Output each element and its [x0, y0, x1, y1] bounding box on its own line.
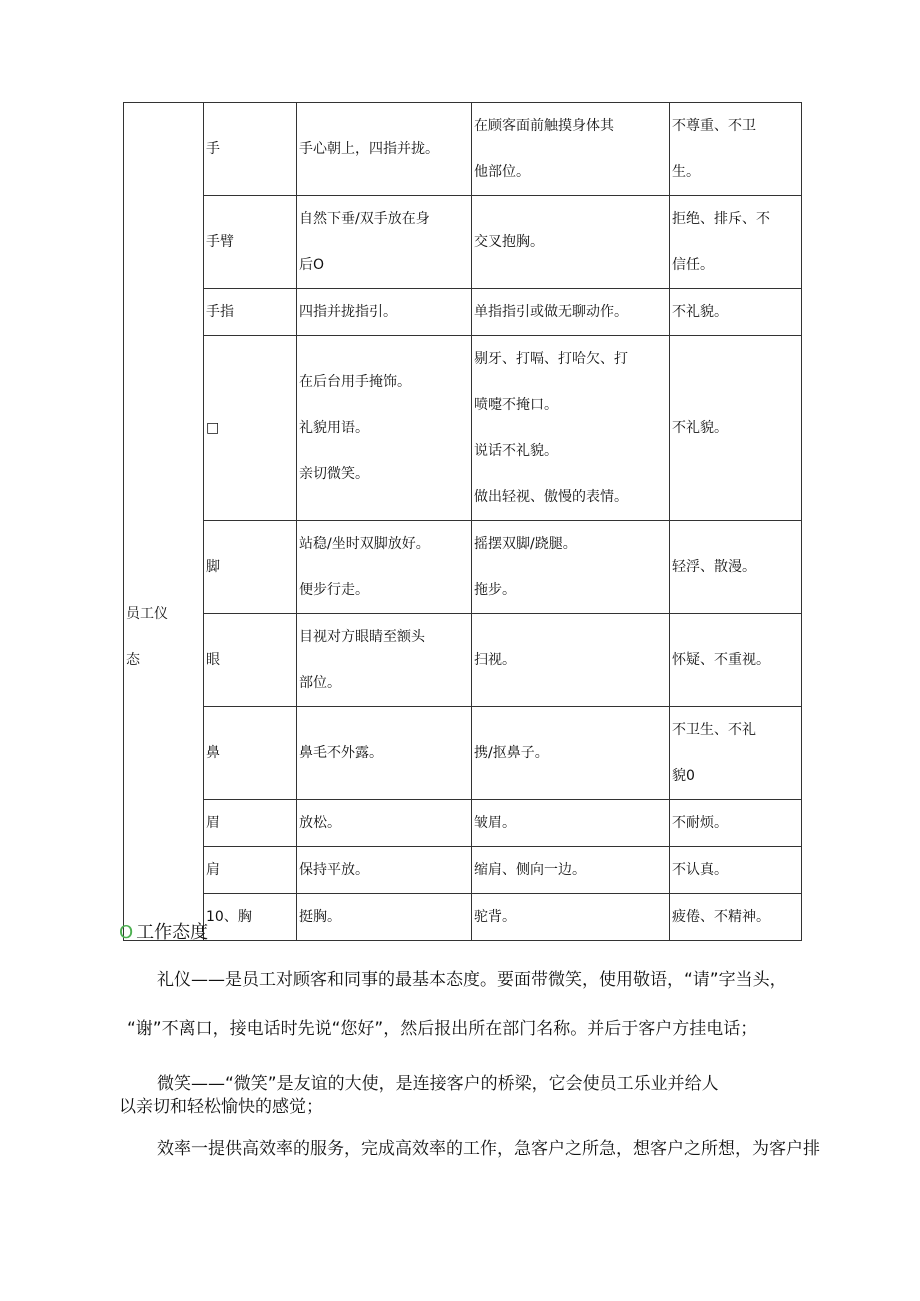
- paragraph-efficiency: 效率一提供高效率的服务，完成高效率的工作，急客户之所急，想客户之所想，为客户排: [157, 1139, 820, 1159]
- category-text: 态: [126, 651, 140, 668]
- table-row: [124, 800, 802, 847]
- dont-cell: 摇摆双脚/跷腿。 拖步。: [472, 521, 670, 614]
- effect-cell: 疲倦、不精神。: [670, 894, 802, 941]
- do-cell: 目视对方眼睛至额头 部位。: [297, 614, 472, 707]
- dont-cell: 皱眉。: [472, 800, 670, 847]
- category-text: 员工仪: [126, 605, 168, 622]
- effect-cell: 不礼貌。: [670, 336, 802, 521]
- do-cell: 四指并拢指引。: [297, 289, 472, 336]
- body-part-cell: 手臂: [204, 196, 297, 289]
- do-cell: 鼻毛不外露。: [297, 707, 472, 800]
- etiquette-table: [123, 102, 802, 941]
- circle-bullet-icon: O: [119, 922, 134, 943]
- body-part-cell: 脚: [204, 521, 297, 614]
- do-cell: 站稳/坐时双脚放好。 便步行走。: [297, 521, 472, 614]
- body-part-cell: 眉: [204, 800, 297, 847]
- do-cell: 挺胸。: [297, 894, 472, 941]
- body-part-cell: 10、胸: [204, 894, 297, 941]
- effect-cell: 轻浮、散漫。: [670, 521, 802, 614]
- body-part-cell: 手: [204, 103, 297, 196]
- section-heading: [119, 919, 208, 947]
- table-row: [124, 196, 802, 289]
- table-row: [124, 289, 802, 336]
- effect-cell: 不礼貌。: [670, 289, 802, 336]
- dont-cell: 驼背。: [472, 894, 670, 941]
- table-row: [124, 103, 802, 196]
- paragraph-etiquette-cont: “谢”不离口，接电话时先说“您好”，然后报出所在部门名称。并后于客户方挂电话；: [127, 1019, 758, 1039]
- body-part-cell: 肩: [204, 847, 297, 894]
- section-title: 工作态度: [136, 922, 209, 943]
- table-row: [124, 894, 802, 941]
- effect-cell: 怀疑、不重视。: [670, 614, 802, 707]
- body-part-cell: 眼: [204, 614, 297, 707]
- dont-cell: 缩肩、侧向一边。: [472, 847, 670, 894]
- table-row: [124, 614, 802, 707]
- paragraph-etiquette: 礼仪——是员工对顾客和同事的最基本态度。要面带微笑，使用敬语，“请”字当头，: [157, 970, 787, 990]
- dont-cell: 在顾客面前触摸身体其 他部位。: [472, 103, 670, 196]
- table-row: [124, 336, 802, 521]
- table-row: [124, 707, 802, 800]
- paragraph-smile: 微笑——“微笑”是友谊的大使，是连接客户的桥梁，它会使员工乐业并给人: [157, 1074, 719, 1094]
- dont-cell: 剔牙、打嗝、打哈欠、打 喷嚏不掩口。 说话不礼貌。 做出轻视、傲慢的表情。: [472, 336, 670, 521]
- dont-cell: 单指指引或做无聊动作。: [472, 289, 670, 336]
- body-part-cell: 鼻: [204, 707, 297, 800]
- body-part-cell: □: [204, 336, 297, 521]
- effect-cell: 不尊重、不卫 生。: [670, 103, 802, 196]
- dont-cell: 交叉抱胸。: [472, 196, 670, 289]
- table-row: [124, 521, 802, 614]
- dont-cell: 扫视。: [472, 614, 670, 707]
- do-cell: 放松。: [297, 800, 472, 847]
- effect-cell: 不卫生、不礼 貌0: [670, 707, 802, 800]
- body-part-cell: 手指: [204, 289, 297, 336]
- dont-cell: 携/抠鼻子。: [472, 707, 670, 800]
- table-row: [124, 847, 802, 894]
- do-cell: 保持平放。: [297, 847, 472, 894]
- category-cell: [124, 103, 204, 941]
- effect-cell: 拒绝、排斥、不 信任。: [670, 196, 802, 289]
- do-cell: 自然下垂/双手放在身 后O: [297, 196, 472, 289]
- effect-cell: 不耐烦。: [670, 800, 802, 847]
- effect-cell: 不认真。: [670, 847, 802, 894]
- paragraph-smile-cont: 以亲切和轻松愉快的感觉；: [119, 1097, 323, 1117]
- do-cell: 在后台用手掩饰。 礼貌用语。 亲切微笑。: [297, 336, 472, 521]
- do-cell: 手心朝上，四指并拢。: [297, 103, 472, 196]
